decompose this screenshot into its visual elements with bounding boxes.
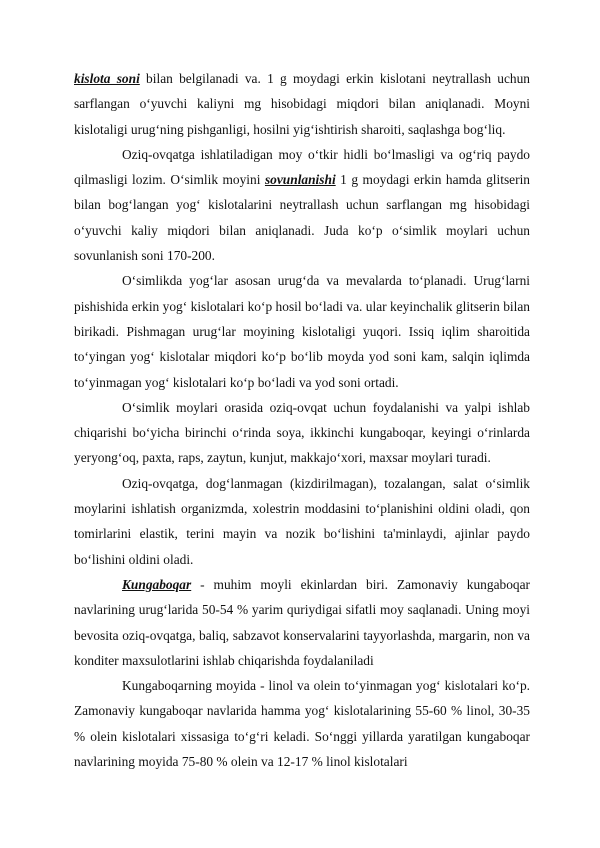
paragraph-oil-ranking: O‘simlik moylari orasida oziq-ovqat uchun foydalanishi va yalpi ishlab chiqarishi bo‘yicha birinchi o‘rinda soya, ikkinchi kungaboqar, keyingi o‘rinlarda yeryong‘oq, paxta, raps, zaytun, kunjut, makkajo‘xori, maxsar moylari turadi. xyxy=(74,399,530,466)
term-kungaboqar: Kungaboqar xyxy=(122,576,192,592)
paragraph-fat-accumulation: O‘simlikda yog‘lar asosan urug‘da va mevalarda to‘planadi. Urug‘larni pishishida erkin yog‘ kislotalari ko‘p hosil bo‘ladi va. ular keyinchalik glitserin bilan birikadi. Pishmagan urug‘lar moyining kislotaligi yuqori. Issiq iqlim sharoitida to‘yingan yog‘ kislotalar miqdori ko‘p bo‘lib moyda yod soni kam, salqin iqlimda to‘yinmagan yog‘ kislotalari ko‘p bo‘ladi va yod soni ortadi. xyxy=(74,273,530,390)
paragraph-saponification xyxy=(74,142,530,268)
term-sovunlanishi: sovunlanishi xyxy=(264,172,336,188)
paragraph-text: bilan belgilanadi va. 1 g moydagi erkin kislotani neytrallash uchun sarflangan o‘yuvchi kaliyni mg hisobidagi miqdori bilan aniqlanadi. Moyni kislotaligi urug‘ning pishganligi, hosilni yig‘ishtirish sharoiti, saqlashga bog‘liq. xyxy=(74,71,530,137)
paragraph-sunflower-acids: Kungaboqarning moyida - linol va olein to‘yinmagan yog‘ kislotalari ko‘p. Zamonaviy kungaboqar navlarida hamma yog‘ kislotalarining 55-60 % linol, 30-35 % olein kislotalari xissasiga to‘g‘ri keladi. So‘nggi yillarda yaratilgan kungaboqar navlarining moyida 75-80 % olein va 12-17 % linol kislotalari xyxy=(74,678,530,770)
paragraph-text-after: 1 g moydagi erkin hamda glitserin bilan bog‘langan yog‘ kislotalarini neytrallash uchun sarflangan mg hisobidagi o‘yuvchi kaliy miqdori bilan aniqlanadi. Juda ko‘p o‘simlik moylari uchun sovunlanish soni 170-200. xyxy=(74,172,530,264)
paragraph-salad-oils: Oziq-ovqatga, dog‘lanmagan (kizdirilmagan), tozalangan, salat o‘simlik moylarini ishlatish organizmda, xolestrin moddasini to‘planishini oldini oladi, qon tomirlarini elastik, terini mayin va nozik bo‘lishini ta'minlaydi, ajinlar paydo bo‘lishini oldini oladi. xyxy=(74,475,530,567)
text-body xyxy=(74,66,530,774)
paragraph-acid-number xyxy=(74,66,530,142)
term-kislota-soni: kislota soni xyxy=(74,71,140,86)
paragraph-text: - muhim moyli ekinlardan biri. Zamonaviy kungaboqar navlarining urug‘larida 50-54 % yarim quriydigai sifatli moy saqlanadi. Uning moyi bevosita oziq-ovqatga, baliq, sabzavot konservalarini tayyorlashda, margarin, non va konditer maxsulotlarini ishlab chiqarishda foydalaniladi xyxy=(74,576,530,668)
paragraph-sunflower xyxy=(74,572,530,673)
paragraph-text-before: Oziq-ovqatga ishlatiladigan moy o‘tkir hidli bo‘lmasligi va og‘riq paydo qilmasligi lozim. O‘simlik moyini xyxy=(74,146,530,188)
